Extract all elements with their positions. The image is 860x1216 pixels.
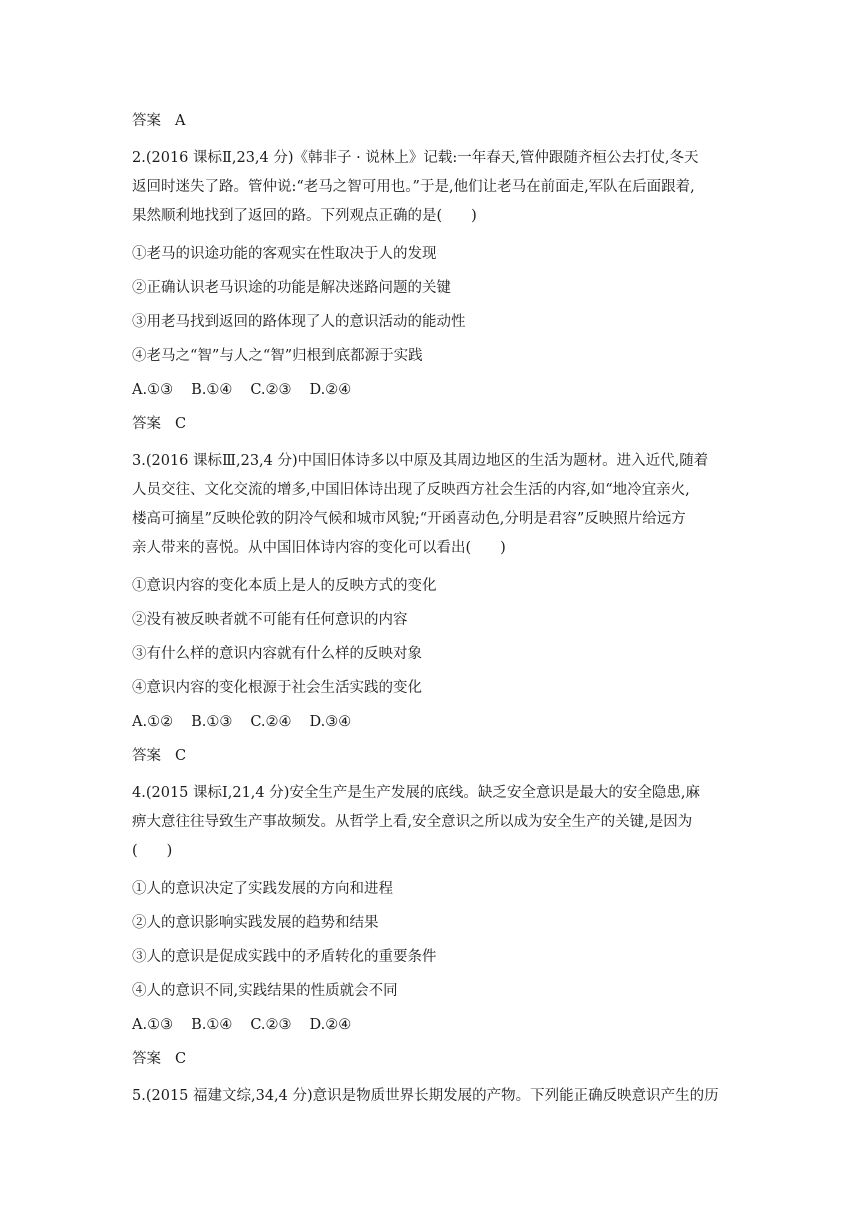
- option: B.①④: [191, 382, 233, 398]
- option: A.①③: [132, 382, 174, 398]
- q4-answer: [132, 1048, 732, 1070]
- statement: ①意识内容的变化本质上是人的反映方式的变化: [132, 578, 437, 594]
- stem-line: 4.(2015 课标Ⅰ,21,4 分)安全生产是生产发展的底线。缺乏安全意识是最大的安全隐患,麻: [132, 785, 700, 801]
- statement: ①人的意识决定了实践发展的方向和进程: [132, 881, 393, 897]
- answer-value: C: [175, 1051, 187, 1067]
- statement: ④人的意识不同,实践结果的性质就会不同: [132, 983, 398, 999]
- statement: ②正确认识老马识途的功能是解决迷路问题的关键: [132, 280, 451, 296]
- statement: ④老马之“智”与人之“智”归根到底都源于实践: [132, 348, 423, 364]
- option: D.③④: [309, 714, 352, 730]
- stem-line: 痹大意往往导致生产事故频发。从哲学上看,安全意识之所以成为安全生产的关键,是因为: [132, 814, 693, 830]
- option: B.①③: [191, 714, 233, 730]
- q4-stem: [132, 779, 732, 866]
- stem-line: 5.(2015 福建文综,34,4 分)意识是物质世界长期发展的产物。下列能正确反映意识产生的历: [132, 1088, 719, 1104]
- q4-options: [132, 1014, 732, 1036]
- stem-line: 楼高可摘星”反映伦敦的阴冷气候和城市风貌;“开函喜动色,分明是君容”反映照片给远方: [132, 511, 686, 527]
- stem-line: 亲人带来的喜悦。从中国旧体诗内容的变化可以看出( ): [132, 540, 506, 556]
- stem-line: 2.(2016 课标Ⅱ,23,4 分)《韩非子 · 说林上》记载:一年春天,管仲跟随齐桓公去打仗,冬天: [132, 150, 699, 166]
- document-page: [132, 110, 732, 1111]
- q3-options: [132, 711, 732, 733]
- answer-label: 答案: [132, 416, 161, 432]
- statement: ④意识内容的变化根源于社会生活实践的变化: [132, 680, 422, 696]
- q2-answer: [132, 413, 732, 435]
- option: C.②④: [250, 714, 292, 730]
- statement: ③用老马找到返回的路体现了人的意识活动的能动性: [132, 314, 466, 330]
- stem-line: 人员交往、文化交流的增多,中国旧体诗出现了反映西方社会生活的内容,如“地冷宜亲火,: [132, 482, 690, 498]
- option: C.②③: [250, 1017, 292, 1033]
- answer-label: 答案: [132, 748, 161, 764]
- statement: ①老马的识途功能的客观实在性取决于人的发现: [132, 246, 437, 262]
- q2-stem: [132, 144, 732, 231]
- statement: ②人的意识影响实践发展的趋势和结果: [132, 915, 379, 931]
- statement: ②没有被反映者就不可能有任何意识的内容: [132, 612, 408, 628]
- option: C.②③: [250, 382, 292, 398]
- option: D.②④: [309, 1017, 352, 1033]
- q2-options: [132, 379, 732, 401]
- statement: ③有什么样的意识内容就有什么样的反映对象: [132, 646, 422, 662]
- answer-label: 答案: [132, 1051, 161, 1067]
- q5-stem: [132, 1082, 732, 1111]
- option: A.①③: [132, 1017, 174, 1033]
- stem-line: ( ): [132, 843, 173, 859]
- option: D.②④: [309, 382, 352, 398]
- q3-stem: [132, 447, 732, 563]
- option: B.①④: [191, 1017, 233, 1033]
- answer-value: A: [175, 113, 186, 129]
- answer-value: C: [175, 748, 187, 764]
- q3-answer: [132, 745, 732, 767]
- answer-value: C: [175, 416, 187, 432]
- option: A.①②: [132, 714, 174, 730]
- stem-line: 返回时迷失了路。管仲说:“老马之智可用也。”于是,他们让老马在前面走,军队在后面跟着,: [132, 179, 695, 195]
- statement: ③人的意识是促成实践中的矛盾转化的重要条件: [132, 949, 437, 965]
- q1-answer: [132, 110, 732, 132]
- stem-line: 3.(2016 课标Ⅲ,23,4 分)中国旧体诗多以中原及其周边地区的生活为题材。进入近代,随着: [132, 453, 709, 469]
- answer-label: 答案: [132, 113, 161, 129]
- stem-line: 果然顺利地找到了返回的路。下列观点正确的是( ): [132, 208, 477, 224]
